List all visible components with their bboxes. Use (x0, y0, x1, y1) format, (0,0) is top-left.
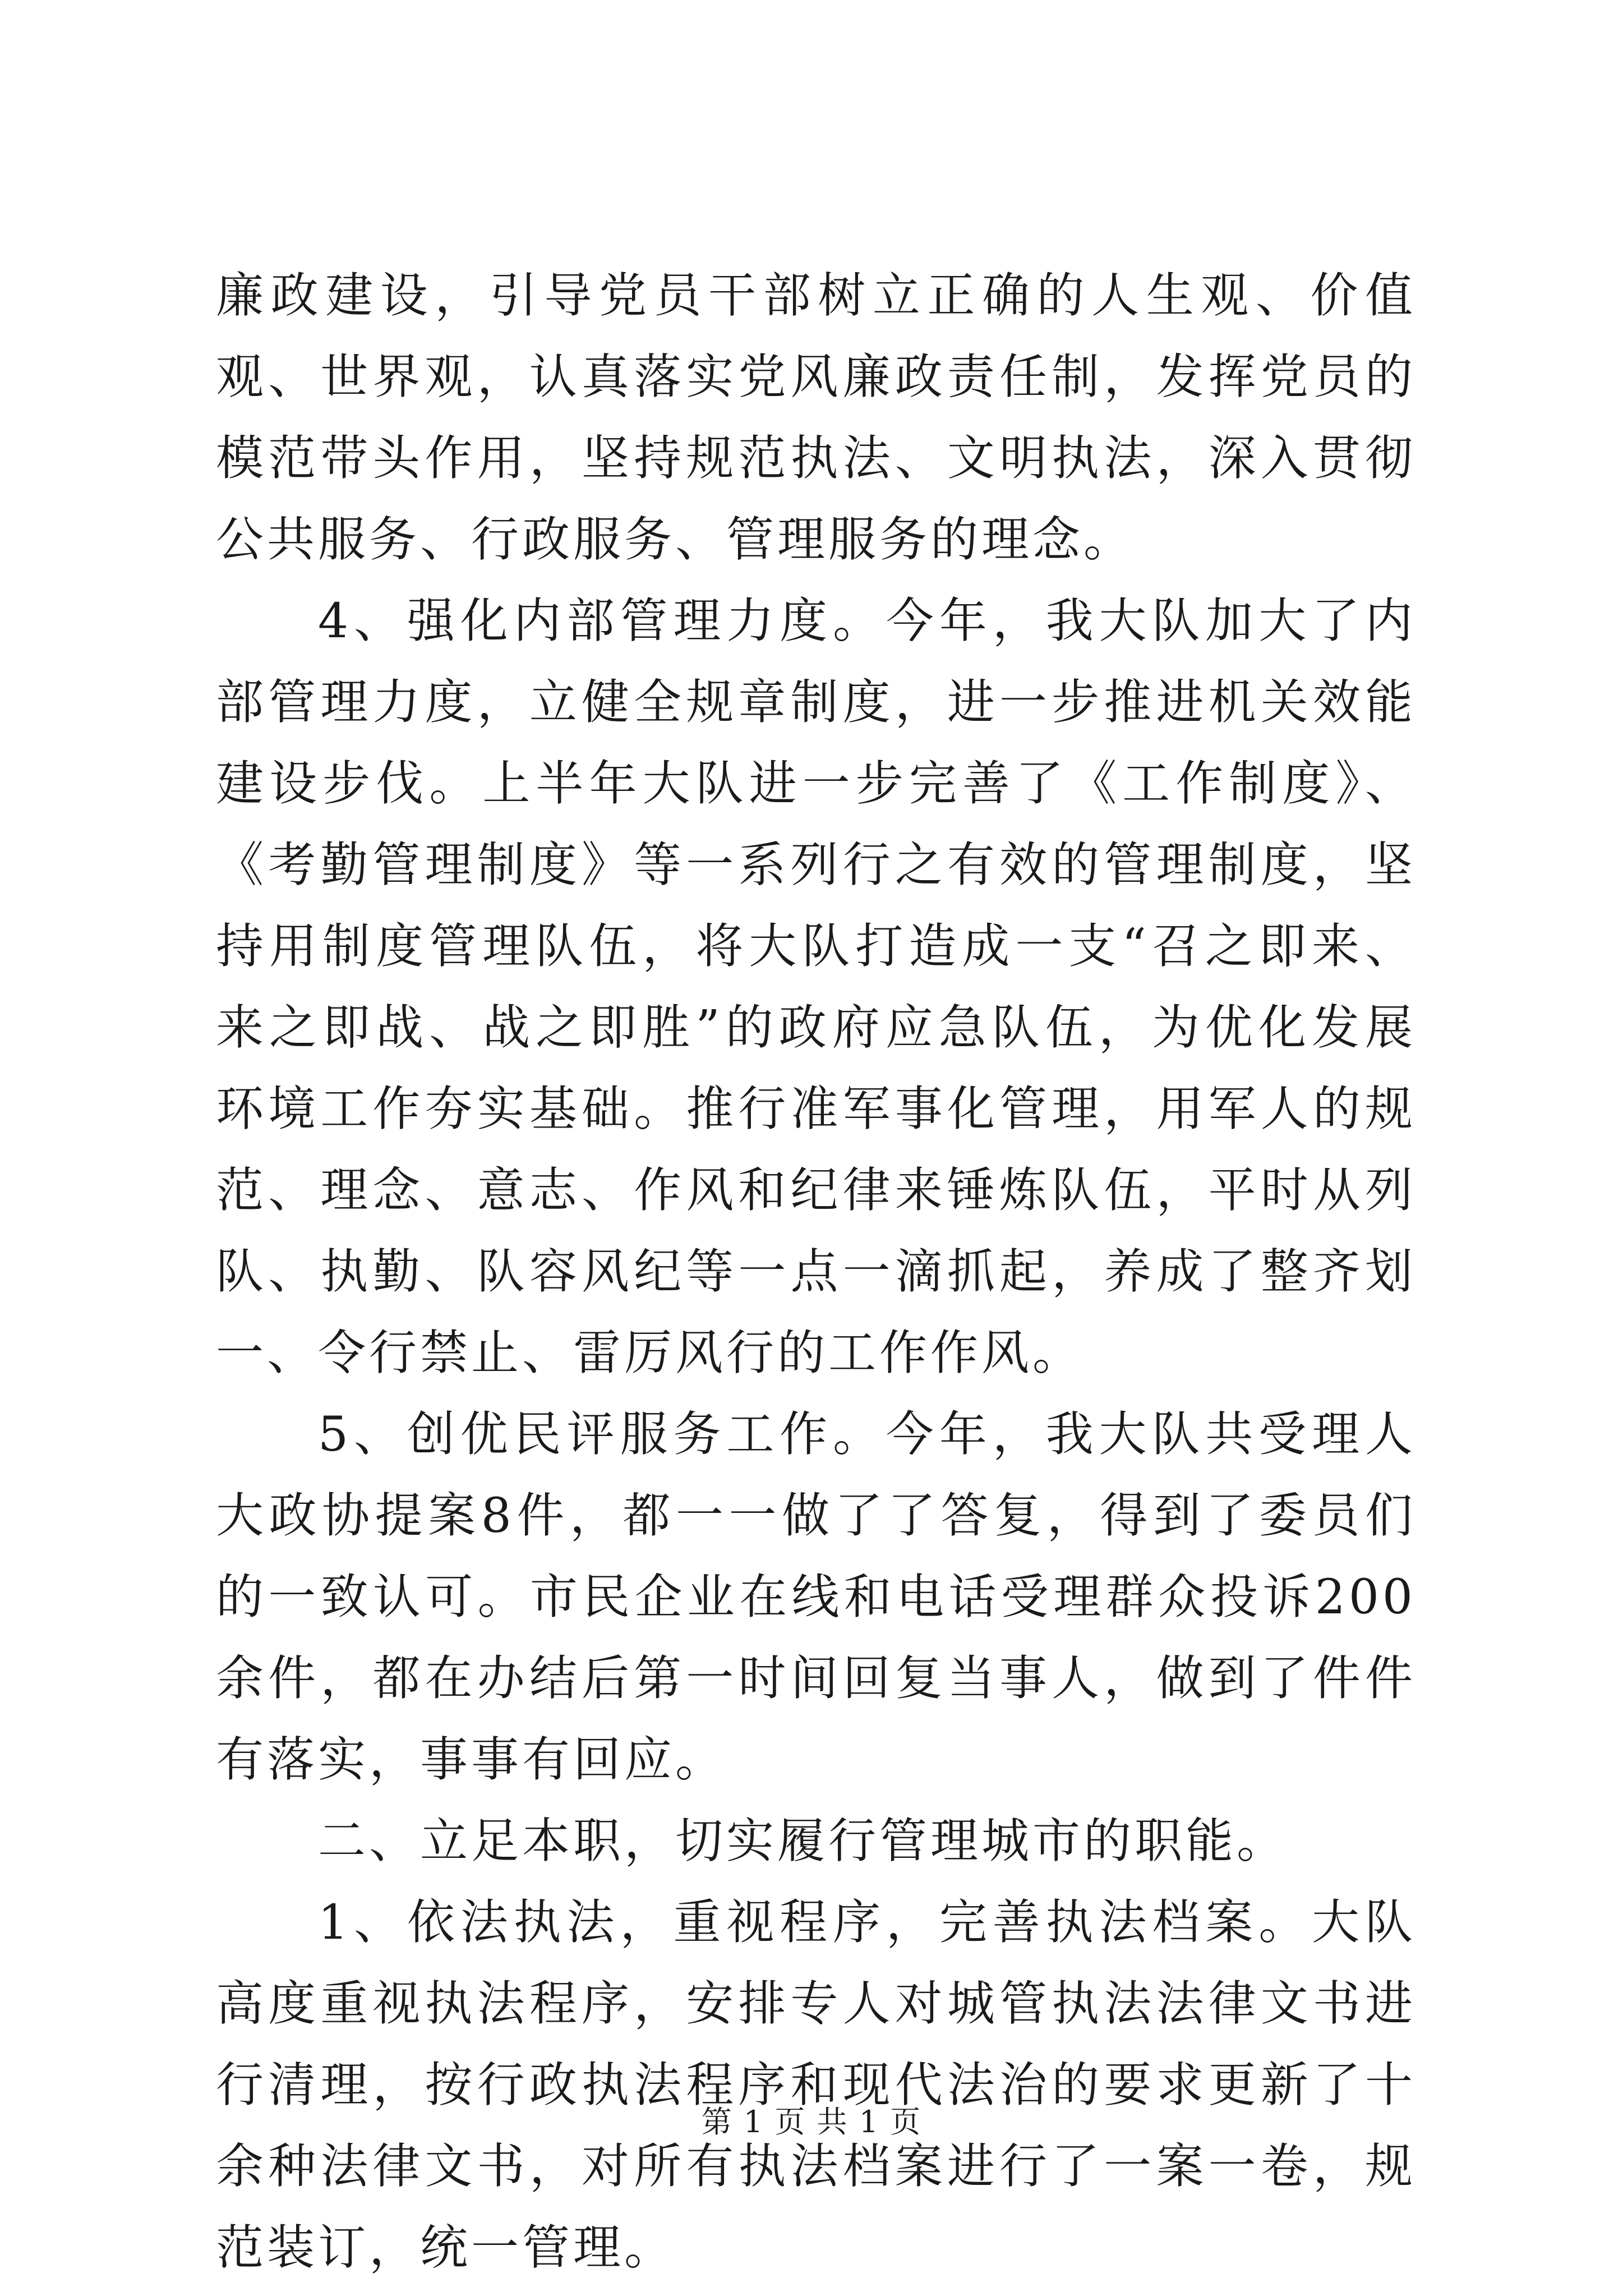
paragraph-law-enforcement: 1、依法执法，重视程序，完善执法档案。大队高度重视执法程序，安排专人对城管执法法律文书进行清理，按行政执法程序和现代法治的要求更新了十余种法律文书，对所有执法档案进行了一案一卷，规范装订，统一管理。 (216, 1895, 1416, 2276)
paragraph-public-service: 5、创优民评服务工作。今年，我大队共受理人大政协提案8件，都一一做了了答复，得到了委员们的一致认可。市民企业在线和电话受理群众投诉200余件，都在办结后第一时间回复当事人，做到了件件有落实，事事有回应。 (216, 1407, 1416, 1788)
paragraph-continuation: 廉政建设，引导党员干部树立正确的人生观、价值观、世界观，认真落实党风廉政责任制，发挥党员的模范带头作用，坚持规范执法、文明执法，深入贯彻公共服务、行政服务、管理服务的理念。 (216, 268, 1416, 568)
document-body (216, 255, 1416, 2289)
section-heading-duties: 二、立足本职，切实履行管理城市的职能。 (318, 1814, 1288, 1869)
paragraph-internal-management: 4、强化内部管理力度。今年，我大队加大了内部管理力度，立健全规章制度，进一步推进机关效能建设步伐。上半年大队进一步完善了《工作制度》、《考勤管理制度》等一系列行之有效的管理制度，坚持用制度管理队伍，将大队打造成一支“召之即来、来之即战、战之即胜”的政府应急队伍，为优化发展环境工作夯实基础。推行准军事化管理，用军人的规范、理念、意志、作风和纪律来锤炼队伍，平时从列队、执勤、队容风纪等一点一滴抓起，养成了整齐划一、令行禁止、雷厉风行的工作作风。 (216, 593, 1416, 1381)
page-footer: 第 1 页 共 1 页 (701, 2104, 922, 2139)
